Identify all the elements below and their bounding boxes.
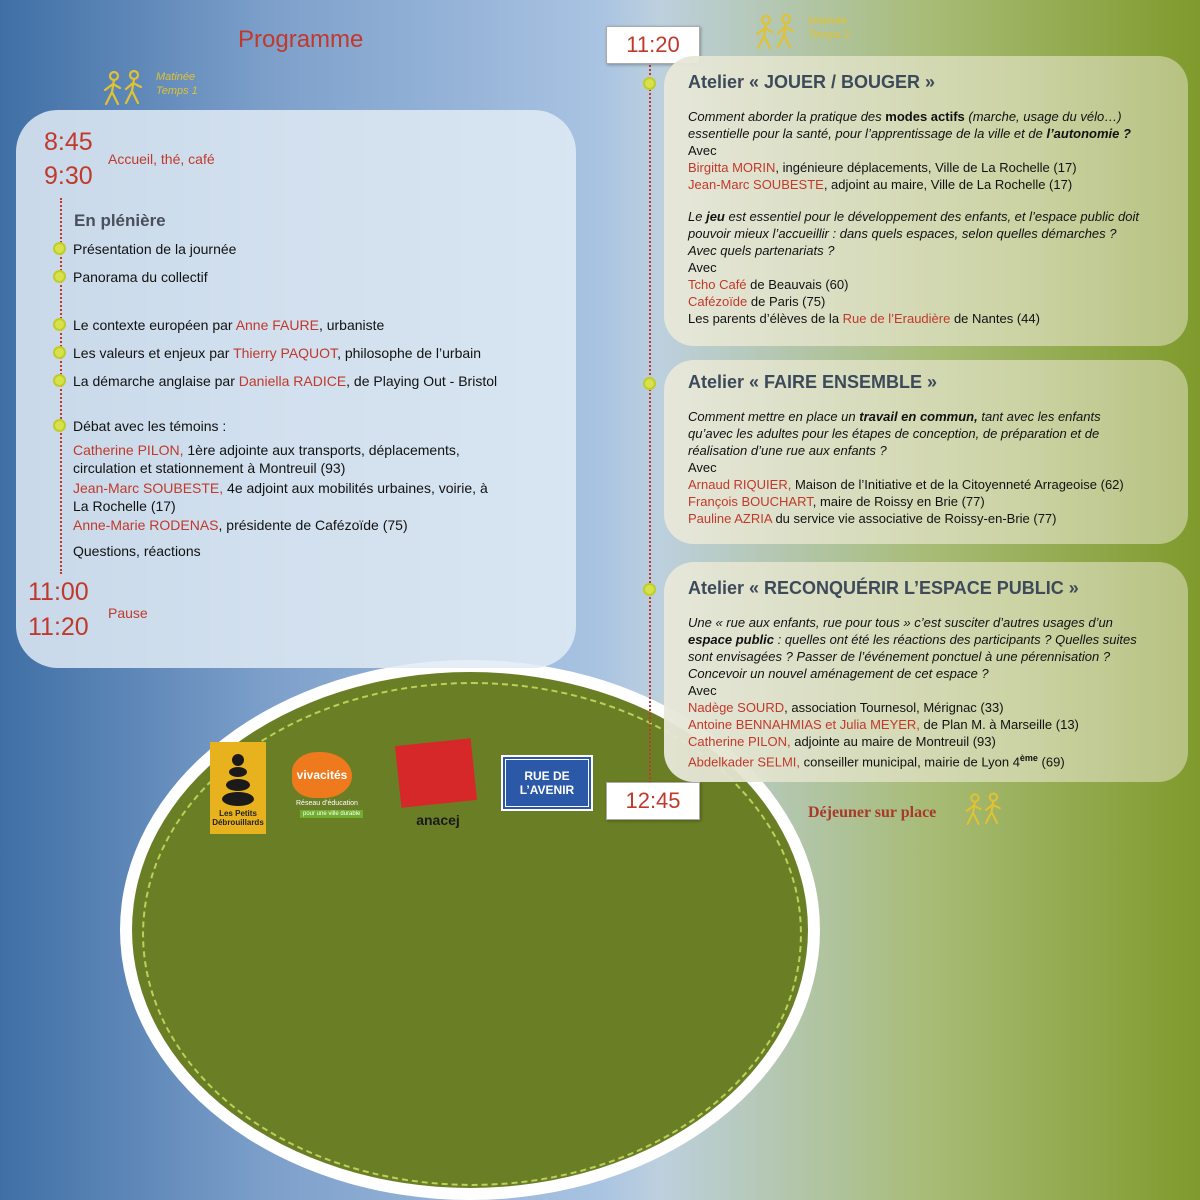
logo2-sub: Réseau d’éducation <box>296 800 358 807</box>
matinee2-line1: Matinée <box>808 15 848 27</box>
logo2-main: vivacités <box>292 752 352 798</box>
bullet-icon <box>643 377 656 390</box>
logo3-main: anacej <box>416 812 460 828</box>
bullet-icon <box>53 318 66 331</box>
dejeuner-label: Déjeuner sur place <box>808 804 937 821</box>
programme-title: Programme <box>238 26 364 53</box>
time-930: 9:30 <box>44 162 93 190</box>
matinee2-line2: Temps 2 <box>808 29 850 41</box>
bullet-icon <box>643 583 656 596</box>
walking-people-icon <box>962 792 1010 830</box>
time-1100: 11:00 <box>28 578 89 606</box>
speaker-name: Thierry PAQUOT <box>233 345 338 361</box>
matinee1-line1: Matinée <box>156 71 196 83</box>
time-1120: 11:20 <box>28 613 89 641</box>
speaker-name: Daniella RADICE <box>238 373 347 389</box>
bullet-icon <box>53 242 66 255</box>
atelier-title-jouer: Atelier « JOUER / BOUGER » <box>688 72 936 92</box>
item-questions: Questions, réactions <box>73 543 201 559</box>
atelier-jouer-content: Comment aborder la pratique des modes actifs (marche, usage du vélo…) essentielle pour la santé, pour l’apprentissage de la ville et de l’autonomie ? Avec Birgitta MORIN, ingénieure déplacements, Ville de La Rochelle (17) Jean-Marc SOUBESTE, adjoint au maire, Ville de La Rochelle (17) Le jeu est essentiel pour le développement des enfants, et l’espace public doit pouvoir mieux l’accueillir : dans quels espaces, selon quelles démarches ? Avec quels partenariats ? Avec Tcho Café de Beauvais (60) Cafézoïde de Paris (75) Les parents d’élèves de la Rue de l’Eraudière de Nantes (44) <box>688 109 1139 326</box>
walking-people-icon <box>100 70 152 110</box>
matinee1-line2: Temps 1 <box>156 85 198 97</box>
item-contexte: Le contexte européen par Anne FAURE, urbaniste <box>73 317 385 333</box>
bullet-icon <box>53 374 66 387</box>
timeline-right <box>649 62 651 794</box>
atelier-title-reconquerir: Atelier « RECONQUÉRIR L’ESPACE PUBLIC » <box>688 578 1079 598</box>
bullet-icon <box>53 346 66 359</box>
bullet-icon <box>53 419 66 432</box>
logo-anacej <box>398 742 476 834</box>
time-845: 8:45 <box>44 128 93 156</box>
logo4-line1: RUE DE <box>524 769 570 783</box>
time-box-end: 12:45 <box>606 782 700 820</box>
speaker-name: Anne FAURE <box>235 317 319 333</box>
item-panorama: Panorama du collectif <box>73 269 208 285</box>
logo1-text: Les Petits Débrouillards <box>212 809 264 827</box>
walking-people-icon <box>752 14 804 54</box>
matinee-temps2 <box>752 14 850 54</box>
logo-rue-de-lavenir <box>501 755 593 811</box>
atelier-reconquerir-content: Une « rue aux enfants, rue pour tous » c’est susciter d’autres usages d’un espace public : quelles ont été les réactions des participants ? Quelles suites sont envisagées ? Passer de l’événement ponctuel à une pérennisation ? Concevoir un nouvel aménagement de cet espace ? Avec Nadège SOURD, association Tournesol, Mérignac (33) Antoine BENNAHMIAS et Julia MEYER, de Plan M. à Marseille (13) Catherine PILON, adjointe au maire de Montreuil (93) Abdelkader SELMI, conseiller municipal, mairie de Lyon 4ème (69) <box>688 615 1137 770</box>
bullet-icon <box>643 77 656 90</box>
logo-petits-debrouillards <box>210 742 266 834</box>
temoin-3: Anne-Marie RODENAS, présidente de Cafézoïde (75) <box>73 517 408 533</box>
logo4-line2: L’AVENIR <box>519 783 575 797</box>
item-presentation: Présentation de la journée <box>73 241 237 257</box>
temoin-1: Catherine PILON, 1ère adjointe aux transports, déplacements, circulation et stationnement à Montreuil (93) <box>73 442 460 476</box>
pleniere-heading: En plénière <box>74 211 166 230</box>
time-box-start: 11:20 <box>606 26 700 64</box>
logo2-tag: pour une ville durable <box>300 810 363 818</box>
atelier-title-faire: Atelier « FAIRE ENSEMBLE » <box>688 372 938 392</box>
atelier-faire-content: Comment mettre en place un travail en commun, tant avec les enfants qu’avec les adultes pour les étapes de conception, de préparation et de réalisation d’une rue aux enfants ? Avec Arnaud RIQUIER, Maison de l’Initiative et de la Citoyenneté Arrageoise (62) François BOUCHART, maire de Roissy en Brie (77) Pauline AZRIA du service vie associative de Roissy-en-Brie (77) <box>688 409 1124 526</box>
item-debat: Débat avec les témoins : <box>73 418 227 434</box>
accueil-label: Accueil, thé, café <box>108 151 215 167</box>
item-demarche: La démarche anglaise par Daniella RADICE, de Playing Out - Bristol <box>73 373 498 389</box>
pause-label: Pause <box>108 605 148 621</box>
temoin-2: Jean-Marc SOUBESTE, 4e adjoint aux mobilités urbaines, voirie, à La Rochelle (17) <box>73 480 488 514</box>
matinee-temps1 <box>100 70 198 110</box>
red-badge <box>395 738 477 808</box>
bullet-icon <box>53 270 66 283</box>
animal-stack-icon <box>216 749 260 809</box>
item-valeurs: Les valeurs et enjeux par Thierry PAQUOT, philosophe de l’urbain <box>73 345 482 361</box>
logo-vivacites <box>286 752 366 824</box>
